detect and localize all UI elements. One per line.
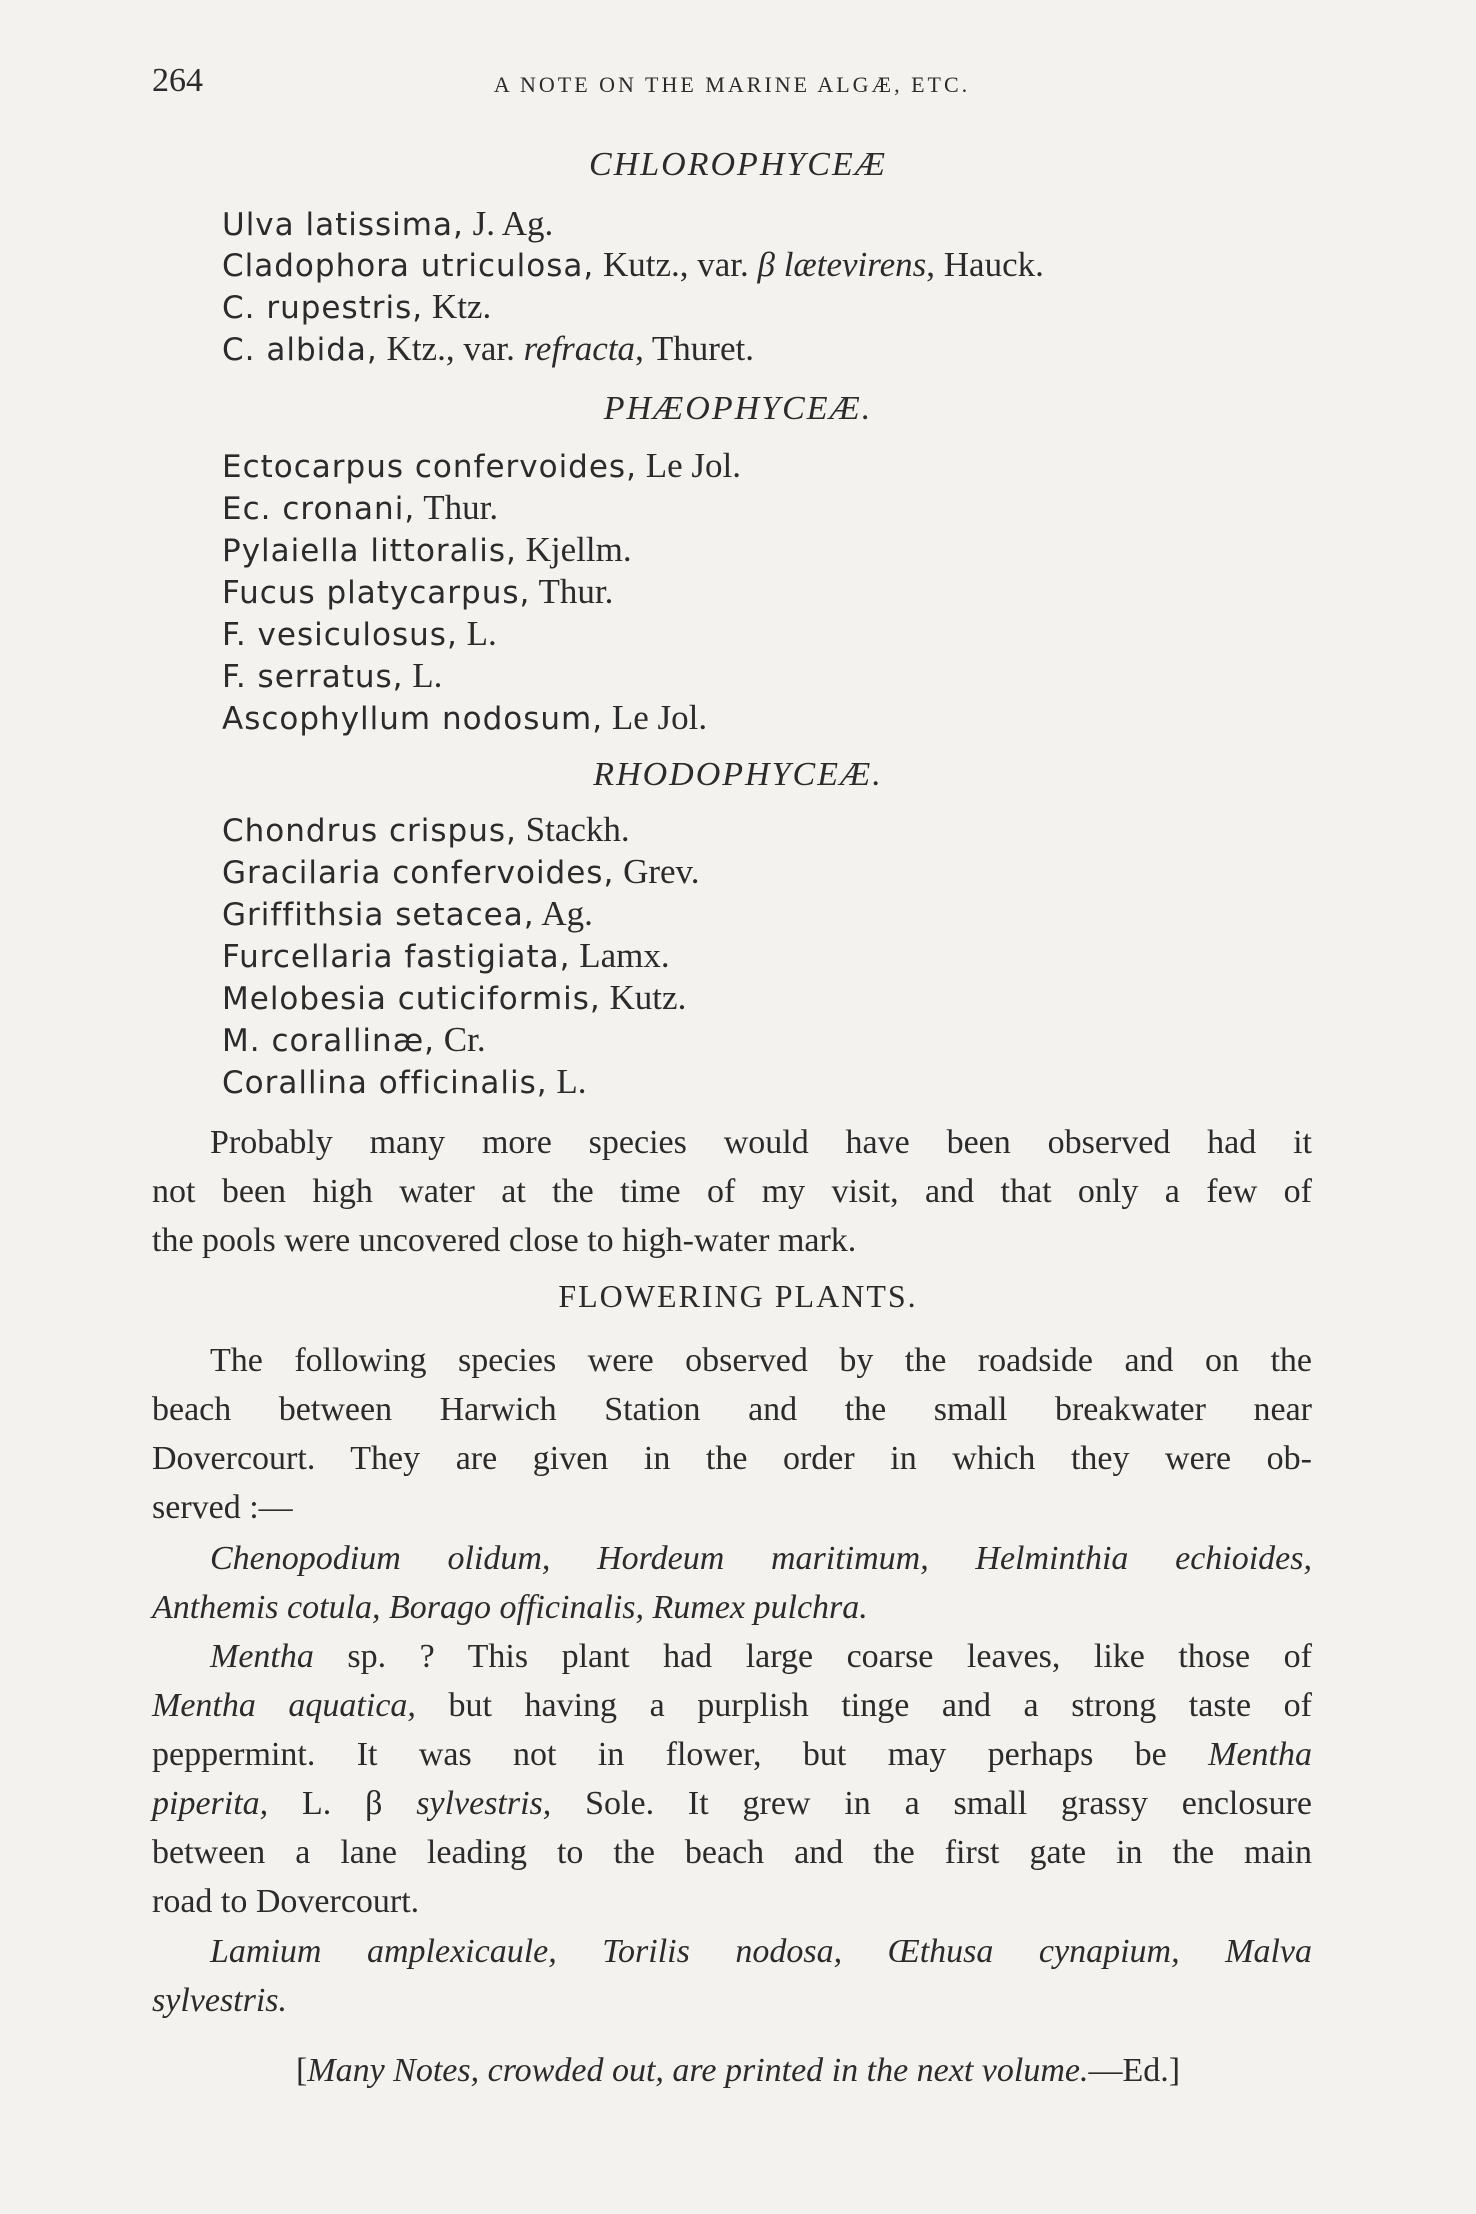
species-entry <box>222 1020 486 1061</box>
species-author: Kjellm. <box>516 530 632 569</box>
species-entry <box>222 614 497 655</box>
species-name: C. rupestris, <box>222 290 424 326</box>
text-line <box>152 1681 1312 1730</box>
text-run: sp. ? This plant had large coarse leaves, like those of <box>313 1638 1312 1675</box>
species-author: L. <box>547 1062 587 1101</box>
species-name: C. albida, <box>222 332 378 368</box>
species-entry <box>222 936 670 977</box>
species-name: Corallina officinalis, <box>222 1065 548 1101</box>
species-author: Kutz., var. <box>594 245 758 284</box>
species-entry <box>222 245 1044 286</box>
species-entry <box>222 446 741 487</box>
section-title-flowering-plants: FLOWERING PLANTS. <box>558 1278 918 1314</box>
paragraph-following <box>152 1336 1312 1532</box>
species-variety: refracta <box>523 329 636 368</box>
species-author: Lamx. <box>570 936 670 975</box>
paragraph-mentha <box>152 1632 1312 1926</box>
text-line: Anthemis cotula, Borago officinalis, Rumex pulchra. <box>152 1589 868 1626</box>
text-line: served :— <box>152 1489 293 1526</box>
section-title-phaeophyceae: PHÆOPHYCEÆ. <box>603 390 873 427</box>
species-author: Ag. <box>534 894 593 933</box>
text-line <box>152 1779 1312 1828</box>
species-name: Furcellaria fastigiata, <box>222 939 571 975</box>
species-variety-author: , Thuret. <box>635 329 754 368</box>
species-entry <box>222 810 630 851</box>
species-author: J. Ag. <box>463 204 554 243</box>
species-entry <box>222 572 613 613</box>
text-line <box>152 1632 1312 1681</box>
text-line: Dovercourt. They are given in the order in which they were ob- <box>152 1440 1312 1477</box>
species-entry <box>222 530 632 571</box>
species-name: F. serratus, <box>222 659 404 695</box>
taxon-name: Mentha aquatica, <box>152 1687 416 1724</box>
species-author: Stackh. <box>516 810 630 849</box>
text-run: L. β <box>268 1785 417 1822</box>
species-variety: β lætevirens <box>757 245 927 284</box>
species-entry <box>222 852 700 893</box>
taxon-name: Mentha <box>1208 1736 1312 1773</box>
note-signature: —Ed.] <box>1088 2052 1181 2089</box>
species-name: Ectocarpus confervoides, <box>222 449 637 485</box>
section-title-rhodophyceae: RHODOPHYCEÆ. <box>593 756 883 793</box>
species-entry <box>222 204 553 245</box>
text-line: Chenopodium olidum, Hordeum maritimum, Helminthia echioides, <box>210 1540 1312 1577</box>
species-entry <box>222 656 442 697</box>
section-title-chlorophyceae: CHLOROPHYCEÆ <box>589 146 887 183</box>
species-author: Cr. <box>435 1020 486 1059</box>
species-name: Ec. cronani, <box>222 491 416 527</box>
species-entry <box>222 698 707 739</box>
page-number: 264 <box>152 62 203 99</box>
taxon-name: piperita, <box>152 1785 269 1822</box>
species-author: Le Jol. <box>603 698 708 737</box>
plants-list-2 <box>152 1927 1312 2025</box>
species-name: Cladophora utriculosa, <box>222 248 595 284</box>
paragraph-probably <box>152 1118 1312 1265</box>
species-entry <box>222 329 754 370</box>
taxon-name: Mentha <box>210 1638 314 1675</box>
species-author: Kutz. <box>600 978 687 1017</box>
editor-note <box>0 2052 1476 2090</box>
species-author: Ktz., var. <box>377 329 524 368</box>
species-name: Chondrus crispus, <box>222 813 517 849</box>
species-name: Fucus platycarpus, <box>222 575 531 611</box>
note-bracket: [ <box>295 2052 308 2089</box>
text-run: peppermint. It was not in flower, but may perhaps be <box>152 1736 1209 1773</box>
text-line: the pools were uncovered close to high-water mark. <box>152 1222 857 1259</box>
taxon-name: sylvestris, <box>416 1785 552 1822</box>
text-run: but having a purplish tinge and a strong taste of <box>415 1687 1312 1724</box>
species-name: Ascophyllum nodosum, <box>222 701 604 737</box>
plants-list-1 <box>152 1534 1312 1632</box>
text-line: between a lane leading to the beach and the first gate in the main <box>152 1834 1312 1871</box>
text-line: road to Dovercourt. <box>152 1883 420 1920</box>
species-entry <box>222 1062 587 1103</box>
text-line: Probably many more species would have been observed had it <box>210 1124 1312 1161</box>
species-variety-author: , Hauck. <box>926 245 1044 284</box>
species-name: F. vesiculosus, <box>222 617 458 653</box>
species-author: L. <box>457 614 497 653</box>
page-header <box>152 62 1312 122</box>
species-entry <box>222 488 498 529</box>
running-title: A NOTE ON THE MARINE ALGÆ, ETC. <box>493 72 971 97</box>
note-text: Many Notes, crowded out, are printed in the next volume. <box>307 2052 1089 2089</box>
species-entry <box>222 287 491 328</box>
species-author: Ktz. <box>423 287 492 326</box>
text-line: Lamium amplexicaule, Torilis nodosa, Œthusa cynapium, Malva <box>210 1933 1312 1970</box>
species-author: L. <box>403 656 443 695</box>
text-run: Sole. It grew in a small grassy enclosure <box>551 1785 1312 1822</box>
species-name: Gracilaria confervoides, <box>222 855 615 891</box>
species-entry <box>222 978 686 1019</box>
species-author: Grev. <box>614 852 700 891</box>
species-name: M. corallinæ, <box>222 1023 435 1059</box>
species-name: Ulva latissima, <box>222 207 464 243</box>
species-name: Melobesia cuticiformis, <box>222 981 601 1017</box>
text-line <box>152 1730 1312 1779</box>
text-line: not been high water at the time of my visit, and that only a few of <box>152 1173 1312 1210</box>
species-author: Thur. <box>415 488 499 527</box>
species-entry <box>222 894 593 935</box>
text-line: sylvestris. <box>152 1982 288 2019</box>
species-author: Thur. <box>530 572 614 611</box>
species-name: Griffithsia setacea, <box>222 897 535 933</box>
species-author: Le Jol. <box>636 446 741 485</box>
species-name: Pylaiella littoralis, <box>222 533 517 569</box>
text-line: The following species were observed by the roadside and on the <box>210 1342 1312 1379</box>
text-line: beach between Harwich Station and the small breakwater near <box>152 1391 1312 1428</box>
